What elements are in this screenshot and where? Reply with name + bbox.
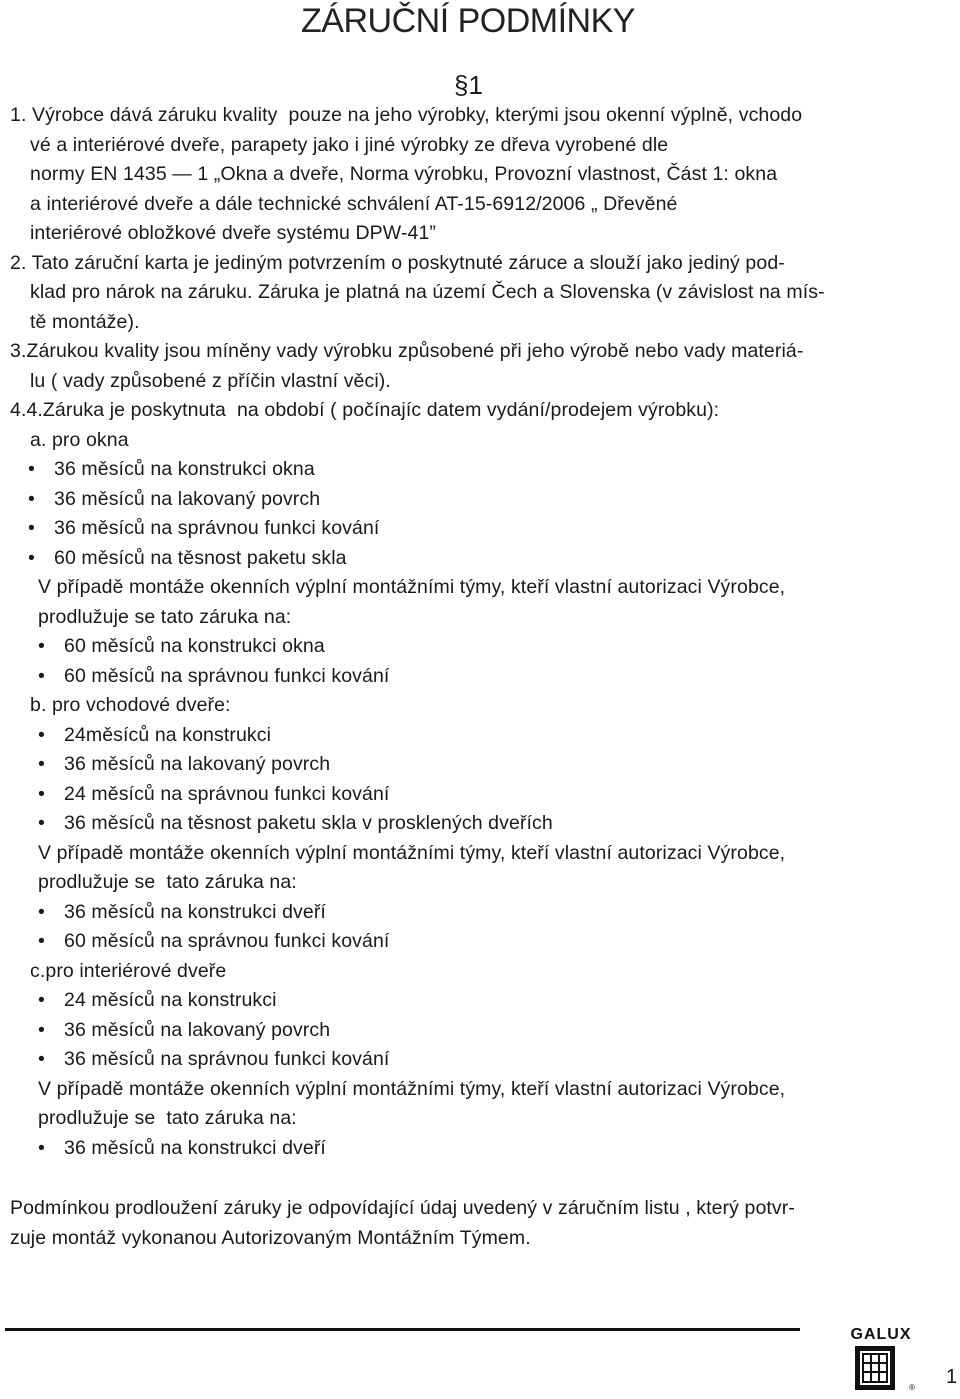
bullet-item: • 36 měsíců na těsnost paketu skla v prosklených dveřích <box>38 808 553 838</box>
bullet-item: • 24 měsíců na konstrukci <box>38 985 277 1015</box>
text-line: prodlužuje se tato záruka na: <box>38 605 292 628</box>
registered-mark: ® <box>909 1383 915 1392</box>
text-line: V případě montáže okenních výplní montážními týmy, kteří vlastní autorizaci Výrobce, <box>38 1077 786 1100</box>
bullet-item: • 60 měsíců na správnou funkci kování <box>38 661 389 691</box>
bullet-item: • 36 měsíců na konstrukci dveří <box>38 1133 326 1163</box>
text-line: 3.Zárukou kvality jsou míněny vady výrobku způsobené při jeho výrobě nebo vady materiá- <box>10 340 804 362</box>
text-line: 4.4.Záruka je poskytnuta na období ( počínajíc datem vydání/prodejem výrobku): <box>10 399 720 421</box>
footer-note-line: zuje montáž vykonanou Autorizovaným Montážním Týmem. <box>10 1227 531 1249</box>
text-line: V případě montáže okenních výplní montážními týmy, kteří vlastní autorizaci Výrobce, <box>38 576 786 598</box>
bullet-item: • 60 měsíců na těsnost paketu skla <box>28 543 347 573</box>
bullet-item: • 36 měsíců na správnou funkci kování <box>38 1044 389 1074</box>
bullet-item: • 60 měsíců na konstrukci okna <box>38 631 325 661</box>
bullet-item: • 24 měsíců na správnou funkci kování <box>38 779 389 809</box>
page-number: 1 <box>946 1366 958 1388</box>
section-sign: §1 <box>454 70 483 100</box>
bullet-item: • 36 měsíců na konstrukci dveří <box>38 897 326 927</box>
window-grid-icon <box>845 1344 917 1394</box>
bullet-item: • 36 měsíců na správnou funkci kování <box>28 513 379 543</box>
text-line: prodlužuje se tato záruka na: <box>38 871 297 893</box>
text-line: vé a interiérové dveře, parapety jako i jiné výrobky ze dřeva vyrobené dle <box>30 133 669 156</box>
text-line: a interiérové dveře a dále technické schválení AT-15-6912/2006 „ Dřevěné <box>30 192 678 215</box>
text-line: 1. Výrobce dává záruku kvality pouze na jeho výrobky, kterými jsou okenní výplně, vchodo <box>10 104 803 126</box>
galux-logo <box>845 1326 917 1399</box>
text-line: a. pro okna <box>30 428 129 451</box>
page-title: ZÁRUČNÍ PODMÍNKY <box>301 2 635 40</box>
logo-text: GALUX <box>850 1326 912 1343</box>
text-line: V případě montáže okenních výplní montážními týmy, kteří vlastní autorizaci Výrobce, <box>38 841 786 864</box>
text-line: normy EN 1435 — 1 „Okna a dveře, Norma výrobku, Provozní vlastnost, Část 1: okna <box>30 163 778 185</box>
footer-note-line: Podmínkou prodloužení záruky je odpovídající údaj uvedený v záručním listu , který potvr- <box>10 1197 795 1219</box>
bullet-item: • 24měsíců na konstrukci <box>38 720 271 750</box>
bullet-item: • 36 měsíců na lakovaný povrch <box>28 484 320 514</box>
text-line: interiérové obložkové dveře systému DPW-41” <box>30 222 437 244</box>
footer-divider <box>5 1328 800 1331</box>
bullet-item: • 36 měsíců na lakovaný povrch <box>38 749 330 779</box>
text-line: c.pro interiérové dveře <box>30 959 227 982</box>
bullet-item: • 36 měsíců na lakovaný povrch <box>38 1015 330 1045</box>
text-line: prodlužuje se tato záruka na: <box>38 1107 297 1129</box>
bullet-item: • 36 měsíců na konstrukci okna <box>28 454 315 484</box>
bullet-item: • 60 měsíců na správnou funkci kování <box>38 926 389 956</box>
text-line: 2. Tato záruční karta je jediným potvrzením o poskytnuté záruce a slouží jako jediný pod- <box>10 251 785 274</box>
text-line: klad pro nárok na záruku. Záruka je platná na území Čech a Slovenska (v závislost na mís- <box>30 281 825 303</box>
text-line: tě montáže). <box>30 310 140 333</box>
text-line: lu ( vady způsobené z příčin vlastní věci). <box>30 369 391 392</box>
text-line: b. pro vchodové dveře: <box>30 694 231 716</box>
